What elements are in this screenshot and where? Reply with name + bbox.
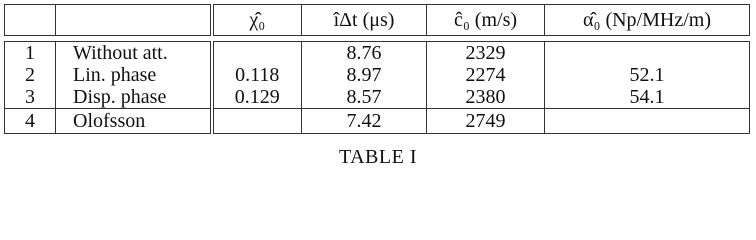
header-alpha: α̂₀ (Np/MHz/m) <box>545 5 750 36</box>
row-delta: 7.42 <box>302 109 427 134</box>
row-method: Without att. <box>56 42 212 65</box>
table-caption: TABLE I <box>339 146 417 168</box>
row-method: Lin. phase <box>56 64 212 86</box>
row-chi: 0.118 <box>212 64 302 86</box>
table-row <box>5 42 750 65</box>
row-delta: 8.97 <box>302 64 427 86</box>
row-method: Olofsson <box>56 109 212 134</box>
row-delta: 8.57 <box>302 86 427 109</box>
header-chi: χ̂₀ <box>212 5 302 36</box>
row-method: Disp. phase <box>56 86 212 109</box>
row-alpha: 54.1 <box>545 86 750 109</box>
row-c0: 2749 <box>427 109 545 134</box>
row-c0: 2380 <box>427 86 545 109</box>
table-row <box>5 64 750 86</box>
header-row <box>5 5 750 36</box>
header-delta: îΔt (μs) <box>302 5 427 36</box>
row-chi: 0.129 <box>212 86 302 109</box>
table-row <box>5 109 750 134</box>
row-chi <box>212 109 302 134</box>
row-chi <box>212 42 302 65</box>
results-table <box>4 4 750 134</box>
row-alpha <box>545 109 750 134</box>
row-index: 3 <box>5 86 56 109</box>
row-index: 2 <box>5 64 56 86</box>
table-row <box>5 86 750 109</box>
header-index <box>5 5 56 36</box>
row-alpha: 52.1 <box>545 64 750 86</box>
row-c0: 2274 <box>427 64 545 86</box>
row-c0: 2329 <box>427 42 545 65</box>
header-c0: ĉ₀ (m/s) <box>427 5 545 36</box>
row-index: 4 <box>5 109 56 134</box>
row-delta: 8.76 <box>302 42 427 65</box>
header-method <box>56 5 212 36</box>
row-alpha <box>545 42 750 65</box>
results-table-container <box>4 4 749 134</box>
row-index: 1 <box>5 42 56 65</box>
